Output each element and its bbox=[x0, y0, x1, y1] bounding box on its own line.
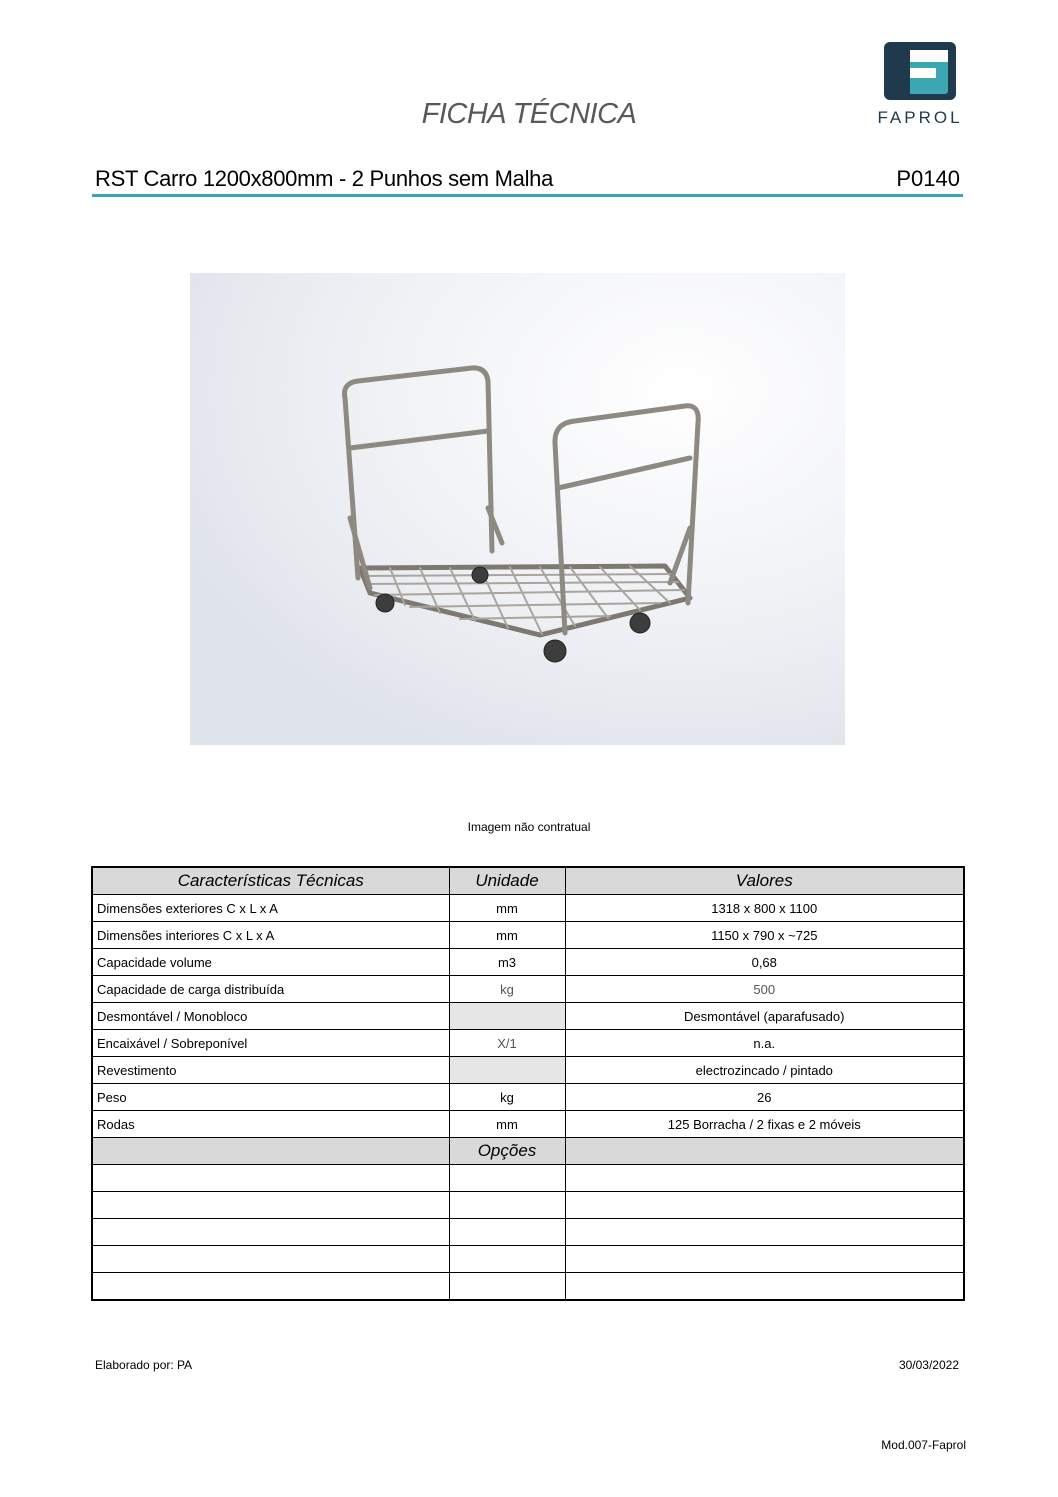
options-blank-cell bbox=[92, 1138, 449, 1165]
product-code: P0140 bbox=[896, 166, 960, 191]
row-value: 1150 x 790 x ~725 bbox=[565, 922, 964, 949]
options-header-row bbox=[92, 1138, 964, 1165]
product-name: RST Carro 1200x800mm - 2 Punhos sem Malha bbox=[95, 166, 554, 191]
empty-cell bbox=[92, 1219, 449, 1246]
empty-cell bbox=[565, 1219, 964, 1246]
model-reference: Mod.007-Faprol bbox=[881, 1438, 966, 1452]
row-unit: X/1 bbox=[449, 1030, 565, 1057]
header-characteristics: Características Técnicas bbox=[92, 867, 449, 895]
prepared-by: Elaborado por: PA bbox=[95, 1358, 193, 1372]
table-row bbox=[92, 1057, 964, 1084]
document-date: 30/03/2022 bbox=[898, 1358, 959, 1372]
row-label: Desmontável / Monobloco bbox=[92, 1003, 449, 1030]
empty-cell bbox=[449, 1165, 565, 1192]
row-unit: mm bbox=[449, 1111, 565, 1138]
options-row bbox=[92, 1165, 964, 1192]
table-header-row bbox=[92, 867, 964, 895]
row-value: 26 bbox=[565, 1084, 964, 1111]
empty-cell bbox=[449, 1273, 565, 1301]
row-label: Revestimento bbox=[92, 1057, 449, 1084]
empty-cell bbox=[449, 1192, 565, 1219]
row-value: electrozincado / pintado bbox=[565, 1057, 964, 1084]
header-divider bbox=[92, 194, 963, 197]
empty-cell bbox=[565, 1192, 964, 1219]
table-row bbox=[92, 1084, 964, 1111]
row-unit bbox=[449, 1003, 565, 1030]
row-value: 1318 x 800 x 1100 bbox=[565, 895, 964, 922]
options-blank-cell bbox=[565, 1138, 964, 1165]
empty-cell bbox=[565, 1165, 964, 1192]
document-title: FICHA TÉCNICA bbox=[421, 98, 637, 130]
logo-wordmark: FAPROL bbox=[877, 108, 963, 127]
options-row bbox=[92, 1192, 964, 1219]
table-row bbox=[92, 1111, 964, 1138]
product-image bbox=[190, 273, 845, 745]
row-value: 500 bbox=[565, 976, 964, 1003]
row-label: Peso bbox=[92, 1084, 449, 1111]
table-row bbox=[92, 976, 964, 1003]
row-unit bbox=[449, 1057, 565, 1084]
options-row bbox=[92, 1273, 964, 1301]
empty-cell bbox=[92, 1273, 449, 1301]
table-row bbox=[92, 922, 964, 949]
empty-cell bbox=[565, 1246, 964, 1273]
empty-cell bbox=[449, 1246, 565, 1273]
options-row bbox=[92, 1219, 964, 1246]
row-label: Capacidade de carga distribuída bbox=[92, 976, 449, 1003]
table-row bbox=[92, 895, 964, 922]
row-value: n.a. bbox=[565, 1030, 964, 1057]
row-label: Rodas bbox=[92, 1111, 449, 1138]
row-label: Dimensões exteriores C x L x A bbox=[92, 895, 449, 922]
image-caption: Imagem não contratual bbox=[467, 820, 591, 834]
row-value: 0,68 bbox=[565, 949, 964, 976]
empty-cell bbox=[92, 1165, 449, 1192]
table-row bbox=[92, 1030, 964, 1057]
row-label: Encaixável / Sobreponível bbox=[92, 1030, 449, 1057]
row-label: Capacidade volume bbox=[92, 949, 449, 976]
row-unit: kg bbox=[449, 1084, 565, 1111]
row-unit: kg bbox=[449, 976, 565, 1003]
empty-cell bbox=[449, 1219, 565, 1246]
row-label: Dimensões interiores C x L x A bbox=[92, 922, 449, 949]
options-header: Opções bbox=[449, 1138, 565, 1165]
row-value: 125 Borracha / 2 fixas e 2 móveis bbox=[565, 1111, 964, 1138]
technical-specs-table bbox=[91, 866, 965, 1301]
row-value: Desmontável (aparafusado) bbox=[565, 1003, 964, 1030]
row-unit: m3 bbox=[449, 949, 565, 976]
table-row bbox=[92, 1003, 964, 1030]
empty-cell bbox=[92, 1246, 449, 1273]
empty-cell bbox=[92, 1192, 449, 1219]
header-unit: Unidade bbox=[449, 867, 565, 895]
options-row bbox=[92, 1246, 964, 1273]
row-unit: mm bbox=[449, 922, 565, 949]
header-values: Valores bbox=[565, 867, 964, 895]
empty-cell bbox=[565, 1273, 964, 1301]
table-row bbox=[92, 949, 964, 976]
row-unit: mm bbox=[449, 895, 565, 922]
